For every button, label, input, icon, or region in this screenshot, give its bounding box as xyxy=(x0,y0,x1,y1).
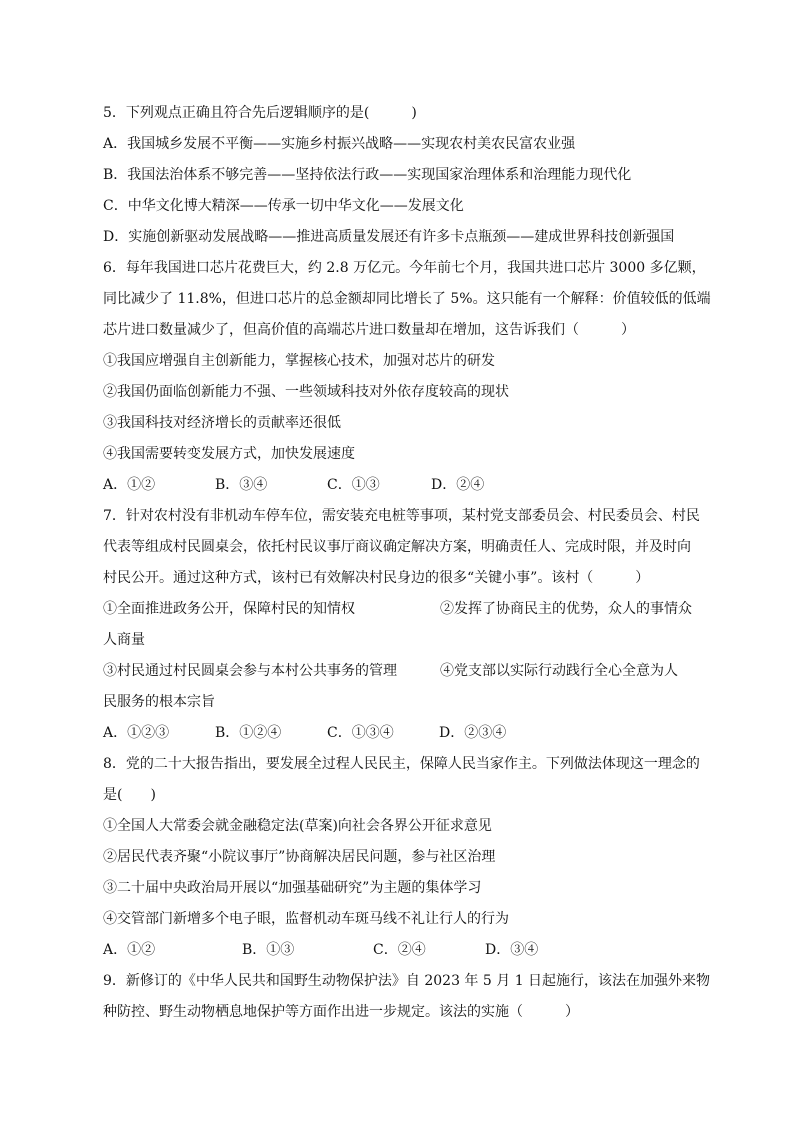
q7-choice-c: C．①③④ xyxy=(327,725,394,741)
q6-item-4: ④我国需要转变发展方式，加快发展速度 xyxy=(103,446,355,462)
q5-option-d: D．实施创新驱动发展战略——推进高质量发展还有许多卡点瓶颈——建成世界科技创新强国 xyxy=(103,229,675,245)
q8-item-2: ②居民代表齐聚“小院议事厅”协商解决居民问题，参与社区治理 xyxy=(103,849,496,865)
q8-choice-a: A．①② xyxy=(103,942,156,958)
q6-choices xyxy=(103,470,703,501)
q6-choice-b: B．③④ xyxy=(215,477,268,493)
q8-item-4: ④交管部门新增多个电子眼，监督机动车斑马线不礼让行人的行为 xyxy=(103,911,509,927)
q5-stem: 5．下列观点正确且符合先后逻辑顺序的是( ) xyxy=(103,105,417,121)
q8-item-1: ①全国人大常委会就金融稳定法(草案)向社会各界公开征求意见 xyxy=(103,818,492,834)
q6-stem-line-1: 6．每年我国进口芯片花费巨大，约 2.8 万亿元。今年前七个月，我国共进口芯片 3000 多亿颗， xyxy=(103,260,706,276)
q8-choice-c: C．②④ xyxy=(373,942,426,958)
q5-option-b: B．我国法治体系不够完善——坚持依法行政——实现国家治理体系和治理能力现代化 xyxy=(103,167,632,183)
q7-stem-line-1: 7．针对农村没有非机动车停车位，需安装充电桩等事项，某村党支部委员会、村民委员会、村民 xyxy=(103,508,700,524)
q5-option-c: C．中华文化博大精深——传承一切中华文化——发展文化 xyxy=(103,198,464,214)
q5-option-a: A．我国城乡发展不平衡——实施乡村振兴战略——实现农村美农民富农业强 xyxy=(103,136,576,152)
q6-choice-a: A．①② xyxy=(103,477,156,493)
q9-stem-line-2: 种防控、野生动物栖息地保护等方面作出进一步规定。该法的实施（ ） xyxy=(103,1004,579,1020)
q8-stem-line-2: 是( ) xyxy=(103,787,156,803)
q6-item-3: ③我国科技对经济增长的贡献率还很低 xyxy=(103,415,341,431)
q6-stem-line-3: 芯片进口数量减少了，但高价值的高端芯片进口数量却在增加，这告诉我们（ ） xyxy=(103,322,635,338)
question-list xyxy=(103,98,711,1028)
q7-item-2: ②发挥了协商民主的优势，众人的事情众 xyxy=(440,601,692,617)
q7-stem-line-3: 村民公开。通过这种方式，该村已有效解决村民身边的很多“关键小事”。该村（ ） xyxy=(103,570,650,586)
q7-items-row-2 xyxy=(103,656,703,687)
q6-item-2: ②我国仍面临创新能力不强、一些领域科技对外依存度较高的现状 xyxy=(103,384,509,400)
q6-stem-line-2: 同比减少了 11.8%，但进口芯片的总金额却同比增长了 5%。这只能有一个解释：价值较低的低端 xyxy=(103,291,711,307)
q6-item-1: ①我国应增强自主创新能力，掌握核心技术，加强对芯片的研发 xyxy=(103,353,495,369)
q7-stem-line-2: 代表等组成村民圆桌会，依托村民议事厅商议确定解决方案，明确责任人、完成时限，并及时向 xyxy=(103,539,691,555)
q8-item-3: ③二十届中央政治局开展以“加强基础研究”为主题的集体学习 xyxy=(103,880,482,896)
q8-choice-d: D．③④ xyxy=(485,942,539,958)
q8-choice-b: B．①③ xyxy=(242,942,295,958)
q7-choice-d: D．②③④ xyxy=(439,725,507,741)
q8-stem-line-1: 8．党的二十大报告指出，要发展全过程人民民主，保障人民当家作主。下列做法体现这一理念的 xyxy=(103,756,700,772)
q9-stem-line-1: 9．新修订的《中华人民共和国野生动物保护法》自 2023 年 5 月 1 日起施行，该法在加强外来物 xyxy=(103,973,711,989)
q7-item-2-continued: 人商量 xyxy=(103,632,145,648)
q7-item-1: ①全面推进政务公开，保障村民的知情权 xyxy=(103,601,355,617)
q7-items-row-1 xyxy=(103,594,703,625)
q7-choices xyxy=(103,718,703,749)
q7-item-4-continued: 民服务的根本宗旨 xyxy=(103,694,215,710)
q7-item-4: ④党支部以实际行动践行全心全意为人 xyxy=(440,663,678,679)
q6-choice-d: D．②④ xyxy=(431,477,485,493)
q8-choices xyxy=(103,935,703,966)
q7-item-3: ③村民通过村民圆桌会参与本村公共事务的管理 xyxy=(103,663,397,679)
q7-choice-a: A．①②③ xyxy=(103,725,170,741)
q6-choice-c: C．①③ xyxy=(327,477,380,493)
q7-choice-b: B．①②④ xyxy=(215,725,282,741)
